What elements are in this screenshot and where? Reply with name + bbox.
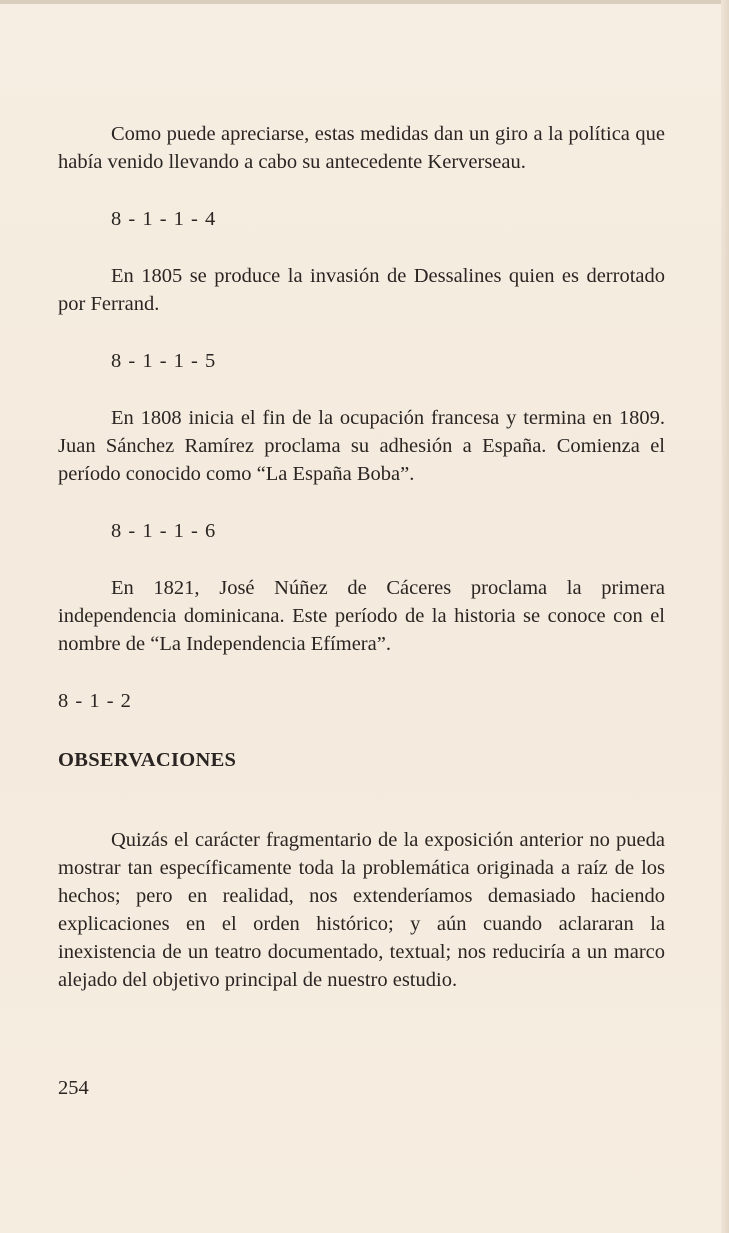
paragraph-dessalines: En 1805 se produce la invasión de Dessalines quien es derrotado por Ferrand. bbox=[58, 265, 665, 315]
section-number-8-1-2: 8 - 1 - 2 bbox=[58, 690, 132, 712]
page-number: 254 bbox=[58, 1077, 89, 1099]
section-number-8-1-1-5: 8 - 1 - 1 - 5 bbox=[111, 350, 217, 372]
paragraph-kerverseau: Como puede apreciarse, estas medidas dan un giro a la política que había venido llevando a cabo su antecedente Kerverseau. bbox=[58, 123, 665, 173]
page-body bbox=[58, 120, 665, 994]
section-number-8-1-1-4: 8 - 1 - 1 - 4 bbox=[111, 208, 217, 230]
page-top-edge bbox=[0, 0, 729, 4]
section-number-8-1-1-6: 8 - 1 - 1 - 6 bbox=[111, 520, 217, 542]
page-right-edge bbox=[721, 0, 729, 1233]
paragraph-espana-boba: En 1808 inicia el fin de la ocupación francesa y termina en 1809. Juan Sánchez Ramírez proclama su adhesión a España. Comienza el período conocido como “La España Boba”. bbox=[58, 407, 665, 485]
paragraph-independencia-efimera: En 1821, José Núñez de Cáceres proclama la primera independencia dominicana. Este período de la historia se conoce con el nombre de “La Independencia Efímera”. bbox=[58, 577, 665, 655]
paragraph-observaciones: Quizás el carácter fragmentario de la exposición anterior no pueda mostrar tan específicamente toda la problemática originada a raíz de los hechos; pero en realidad, nos extenderíamos demasiado haciendo explicaciones en el orden histórico; y aún cuando aclararan la inexistencia de un teatro documentado, textual; nos reduciría a un marco alejado del objetivo principal de nuestro estudio. bbox=[58, 829, 665, 991]
section-heading-observaciones: OBSERVACIONES bbox=[58, 749, 237, 771]
